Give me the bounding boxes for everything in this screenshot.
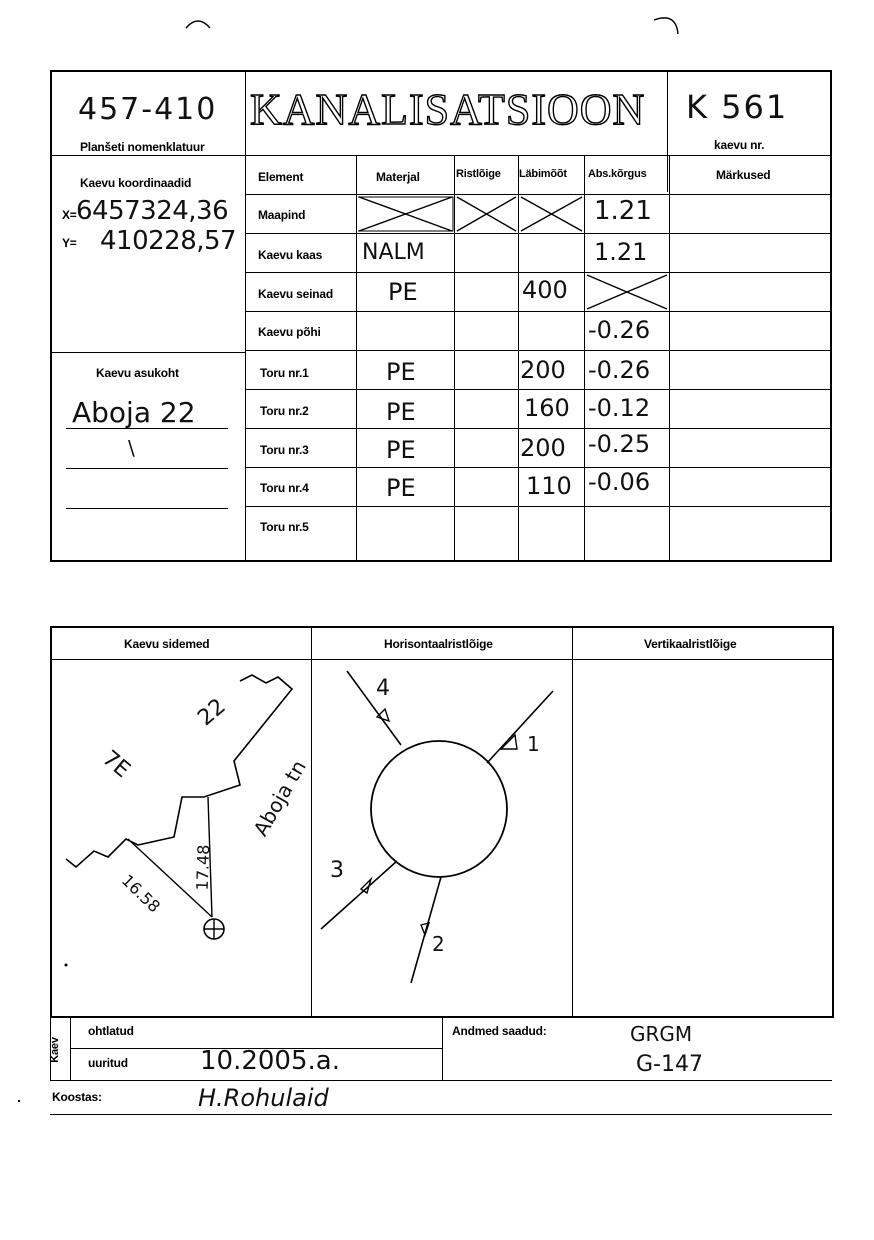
row-label-kaevu-kaas: Kaevu kaas <box>258 248 323 262</box>
page-title: KANALISATSIOON <box>250 85 646 134</box>
location-label: Kaevu asukoht <box>96 366 179 380</box>
pipe-label-2: 2 <box>432 932 445 956</box>
x-coordinate-value: 6457324,36 <box>76 196 229 226</box>
data-obtained-value-2: G-147 <box>636 1052 703 1077</box>
checked-label: ohtlatud <box>88 1024 134 1038</box>
col-header-abs-height: Abs.kõrgus <box>588 168 647 180</box>
crossed-cell-maapind-material <box>357 195 454 233</box>
col-header-material: Materjal <box>376 170 420 184</box>
crossed-cell-maapind-cross <box>455 195 518 233</box>
row-label-toru-3: Toru nr.3 <box>260 443 309 457</box>
row-label-toru-2: Toru nr.2 <box>260 404 309 418</box>
crossed-cell-seinad-abs <box>585 273 669 311</box>
sketch-distance-1: 17.48 <box>192 844 214 891</box>
col-header-notes: Märkused <box>716 168 771 182</box>
cell-toru4-diameter: 110 <box>526 472 572 500</box>
cell-toru1-material: PE <box>386 358 416 386</box>
sketch-house-number: 22 <box>193 693 231 732</box>
pipe-label-1: 1 <box>527 732 540 756</box>
cell-maapind-abs: 1.21 <box>594 196 652 226</box>
row-label-kaevu-seinad: Kaevu seinad <box>258 287 333 301</box>
cell-kaas-abs: 1.21 <box>594 238 648 266</box>
section-horizontal-label: Horisontaalristlõige <box>384 637 493 651</box>
punch-hole-mark-right <box>652 12 682 36</box>
pipe-label-4: 4 <box>376 676 390 701</box>
compiled-value: H.Rohulaid <box>198 1084 329 1112</box>
cell-seinad-diameter: 400 <box>522 276 568 304</box>
ties-sketch <box>52 661 310 1016</box>
section-vertical-label: Vertikaalristlõige <box>644 637 737 651</box>
data-obtained-value-1: GRGM <box>630 1022 693 1046</box>
stray-dot <box>18 1100 20 1102</box>
cell-seinad-material: PE <box>388 278 418 306</box>
y-label: Y= <box>62 236 77 250</box>
y-coordinate-value: 410228,57 <box>100 226 237 256</box>
row-label-toru-5: Toru nr.5 <box>260 520 309 534</box>
pipe-label-3: 3 <box>330 858 344 883</box>
cell-toru3-abs: -0.25 <box>588 430 651 458</box>
cell-toru1-diameter: 200 <box>520 356 566 384</box>
sketch-house-label: 7E <box>97 745 135 784</box>
cell-toru2-material: PE <box>386 398 416 426</box>
sketch-street-name: Aboja tn <box>248 755 311 841</box>
inspected-value: 10.2005.a. <box>200 1046 340 1076</box>
well-label: Kaev <box>48 1037 61 1063</box>
section-ties-label: Kaevu sidemed <box>124 637 210 651</box>
nomenclature-value: 457-410 <box>78 92 218 127</box>
cell-toru2-abs: -0.12 <box>588 394 651 422</box>
data-obtained-label: Andmed saadud: <box>452 1024 547 1038</box>
x-label: X= <box>62 208 77 222</box>
col-header-element: Element <box>258 170 304 184</box>
location-value-2: \ <box>128 436 135 460</box>
col-header-cross-section: Ristlõige <box>456 168 501 180</box>
compiled-label: Koostas: <box>52 1090 102 1104</box>
cell-toru3-diameter: 200 <box>520 434 566 462</box>
row-label-toru-4: Toru nr.4 <box>260 481 309 495</box>
location-value: Aboja 22 <box>72 396 196 429</box>
cell-toru4-material: PE <box>386 474 416 502</box>
cell-toru2-diameter: 160 <box>524 394 570 422</box>
cell-kaas-material: NALM <box>362 240 425 265</box>
sketch-distance-2: 16.58 <box>117 870 164 917</box>
coordinates-label: Kaevu koordinaadid <box>80 176 192 190</box>
cell-toru3-material: PE <box>386 436 416 464</box>
row-label-toru-1: Toru nr.1 <box>260 366 309 380</box>
col-header-diameter: Läbimõõt <box>519 168 567 180</box>
well-number-label: kaevu nr. <box>714 138 765 152</box>
horizontal-section-sketch <box>313 661 571 1016</box>
inspected-label: uuritud <box>88 1056 128 1070</box>
crossed-cell-maapind-diameter <box>519 195 584 233</box>
nomenclature-label: Planšeti nomenklatuur <box>80 140 205 154</box>
row-label-maapind: Maapind <box>258 208 306 222</box>
cell-toru4-abs: -0.06 <box>588 468 651 496</box>
cell-toru1-abs: -0.26 <box>588 356 651 384</box>
row-label-kaevu-pohi: Kaevu põhi <box>258 325 321 339</box>
cell-pohi-abs: -0.26 <box>588 316 651 344</box>
well-number-value: K 561 <box>686 88 789 126</box>
punch-hole-mark-left <box>184 16 214 32</box>
